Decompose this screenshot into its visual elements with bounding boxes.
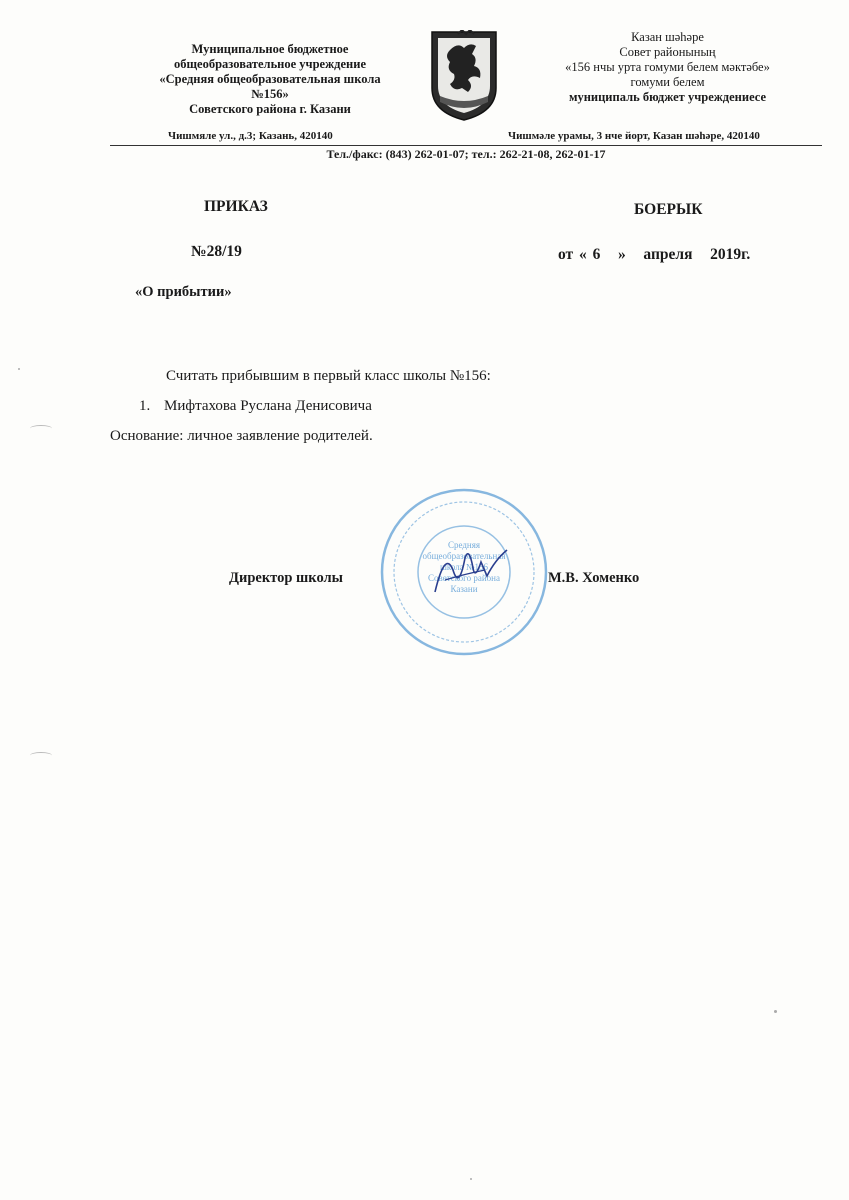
header-right-line: «156 нчы урта гомуми белем мәктәбе» — [565, 60, 770, 74]
header-left-line: «Средняя общеобразовательная школа №156» — [159, 72, 381, 101]
list-item — [139, 398, 372, 415]
scan-dot — [18, 368, 20, 370]
order-title-tt: БОЕРЫК — [634, 201, 703, 218]
order-date: от « 6 » апреля 2019г. — [558, 246, 751, 263]
kazan-emblem-icon — [428, 30, 500, 122]
header-right-block — [525, 30, 810, 105]
header-left-line: общеобразовательное учреждение — [174, 57, 366, 71]
header-right-line: гомуми белем — [630, 75, 705, 89]
stamp-line: общеобразовательная — [422, 551, 506, 561]
stamp-line: Средняя — [447, 540, 481, 550]
order-number: №28/19 — [191, 243, 242, 260]
list-item-text: Мифтахова Руслана Денисовича — [164, 398, 372, 414]
order-intro: Считать прибывшим в первый класс школы №156: — [166, 368, 491, 384]
header-left-line: Муниципальное бюджетное — [191, 42, 349, 56]
order-basis: Основание: личное заявление родителей. — [110, 428, 373, 444]
order-title-ru: ПРИКАЗ — [204, 198, 268, 215]
header-divider — [110, 145, 822, 146]
scan-mark — [30, 425, 52, 432]
scan-dot — [774, 1010, 777, 1013]
scan-dot — [470, 1178, 472, 1180]
contacts-line: Тел./факс: (843) 262-01-07; тел.: 262-21-08, 262-01-17 — [326, 147, 606, 161]
header-left-block — [150, 42, 390, 117]
header-right-line: Совет районының — [619, 45, 716, 59]
handwritten-signature — [415, 540, 525, 600]
stamp-line: Советского района — [428, 573, 500, 583]
stamp-line: Казани — [450, 584, 478, 594]
header-right-line: Казан шәһәре — [631, 30, 704, 44]
scan-mark — [30, 752, 52, 759]
order-subject: «О прибытии» — [135, 284, 232, 300]
list-item-marker: 1. — [139, 398, 151, 414]
header-left-line: Советского района г. Казани — [189, 102, 351, 116]
header-right-line: муниципаль бюджет учреждениесе — [568, 90, 767, 104]
signature-position: Директор школы — [229, 570, 343, 586]
address-right: Чишмәле урамы, 3 нче йорт, Казан шәһәре, 420140 — [508, 130, 760, 142]
stamp-line: школа №156 — [439, 562, 489, 572]
address-left: Чишмяле ул., д.3; Казань, 420140 — [168, 130, 333, 142]
signature-name: М.В. Хоменко — [548, 570, 640, 586]
